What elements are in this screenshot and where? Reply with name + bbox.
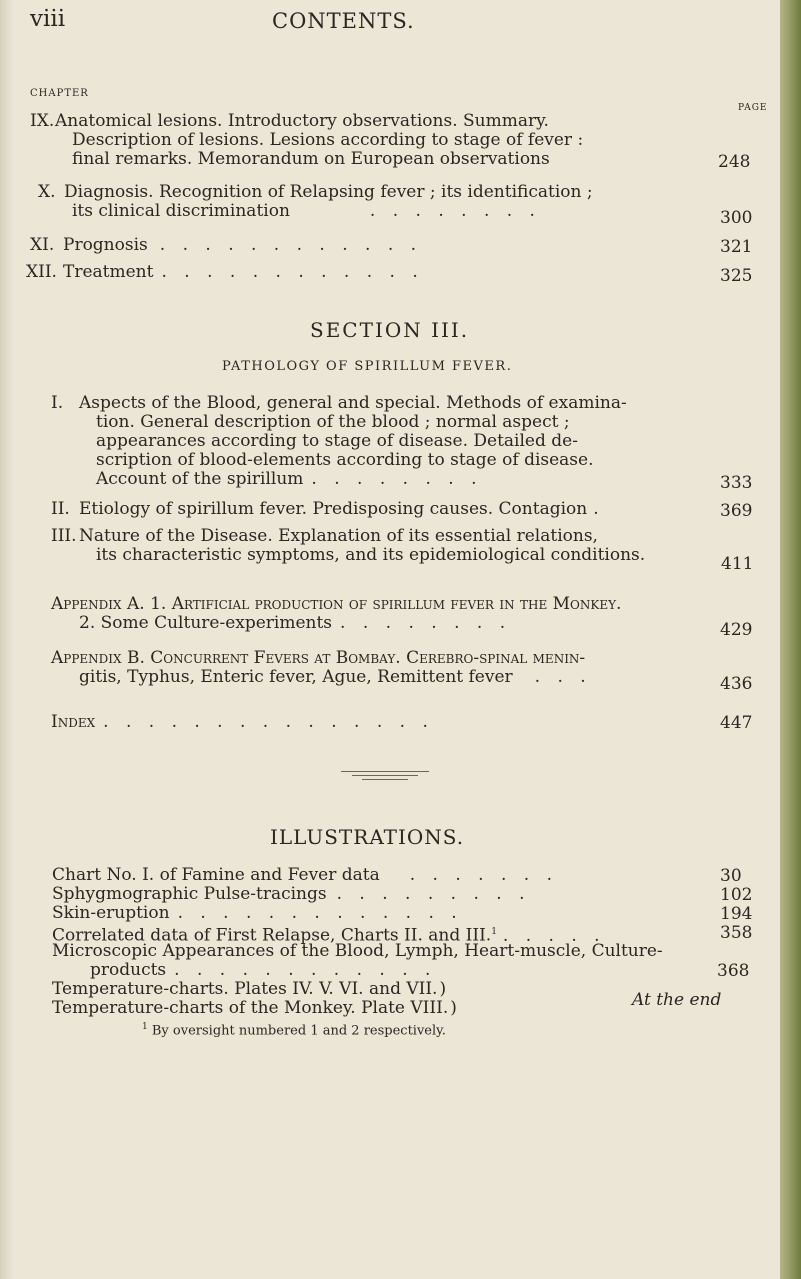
section-subheading: PATHOLOGY OF SPIRILLUM FEVER. [222,359,513,374]
illustration-item: Chart No. I. of Famine and Fever data . . . . . . . [52,865,558,885]
chapter-number: IX. [30,111,55,131]
chapter-number: X. [38,182,56,202]
entry-line: Diagnosis. Recognition of Relapsing fever ; its identification ; [64,182,593,202]
entry-line: Etiology of spirillum fever. Predisposing causes. Contagion [79,499,588,519]
illustration-item: Skin-eruption . . . . . . . . . . . . . [52,903,463,923]
page-column-label: PAGE [738,103,768,113]
page-ref: At the end [632,990,722,1010]
page-ref: 411 [721,554,754,574]
page-ref: 358 [720,923,753,943]
entry-line: Appendix B. Concurrent Fevers at Bombay. Cerebro-spinal menin- [51,648,586,668]
page-ref: 102 [720,885,753,905]
page-ref: 333 [720,473,753,493]
page-ref: 248 [718,152,751,172]
illustration-item-cont: Temperature-charts of the Monkey. Plate VIII. ) [52,998,457,1018]
page-ref: 194 [720,904,753,924]
page-number: viii [30,6,66,32]
running-title: CONTENTS. [272,9,415,33]
entry-line: final remarks. Memorandum on European observations [72,149,550,169]
page-ref: 30 [720,866,742,886]
chapter-number: II. [51,499,70,519]
entry-line: 2. Some Culture-experiments [79,613,333,633]
entry-line: gitis, Typhus, Enteric fever, Ague, Remittent fever [79,667,513,687]
illustration-item: Sphygmographic Pulse-tracings . . . . . . . . . [52,884,531,904]
entry-line: appearances according to stage of disease. Detailed de- [96,431,578,451]
entry-line: Nature of the Disease. Explanation of its essential relations, [79,526,598,546]
divider [352,775,418,776]
illustration-item: Correlated data of First Relapse, Charts II. and III.$^1$ . . . . . [52,925,606,946]
entry-line: scription of blood-elements according to stage of disease. [96,450,594,470]
book-page: viii CONTENTS. CHAPTER PAGE IX. Anatomical lesions. Introductory observations. Summary. Description of lesions. Lesions according to stage of fever : final remarks. Memorandum on European observations 248 X. Diagnosis. Recognition of Relapsing fever ; its identification ; its clinical discrimination . . . . . . . . 300 XI. Prognosis . . . . . . . . . . . . 321 XII. Treatment . . . . . . . . . . . . 325 SECTION III. PATHOLOGY OF SPIRILLUM FEVER. I. Aspects of the Blood, general and special. Methods of examina- tion. General description of the blood ; normal aspect ; appearances according to stage of disease. Detailed de- scription of blood-elements according to stage of disease. Account of the spirillum . . . . . . . . 333 II. Etiology of spirillum fever. Predisposing causes. Contagion . 369 III. Nature of the Disease. Explanation of its essential relations, its characteristic symptoms, and its epidemiological conditions. 411 Appendix A. 1. Artificial production of spirillum fever in the Monkey. 2. Some Culture-experiments . . . . . . . . 429 Appendix B. Concurrent Fevers at Bombay. Cerebro-spinal menin- gitis, Typhus, Enteric fever, Ague, Remittent fever . . . 436 Index . . . . . . . . . . . . . . . 447 ILLUSTRATIONS. Chart No. I. of Famine and Fever data . . . . . . . 30 Sphygmographic Pulse-tracings . . . . . . . . . 102 Skin-eruption . . . . . . . . . . . . . 194 Correlated data of First Relapse, Charts II. and III.$^1$ . . . . . 358 Microscopic Appearances of the Blood, Lymph, Heart-muscle, Culture- products . . . . . . . . . . . . 368 Temperature-charts. Plates IV. V. VI. and VII. ) Temperature-charts of the Monkey. Plate VIII. ) At the end $^1$ By oversight numbered 1 and 2 respectively. [0,0,780,1279]
page-ref: 325 [720,266,753,286]
entry-line: Description of lesions. Lesions according to stage of fever : [72,130,584,150]
page-ref: 436 [720,674,753,694]
illustrations-heading: ILLUSTRATIONS. [270,825,465,849]
illustration-item: Temperature-charts. Plates IV. V. VI. and VII. ) [52,979,447,999]
entry-line: Prognosis [63,235,148,255]
page-ref: 368 [717,961,750,981]
chapter-number: I. [51,393,64,413]
divider [362,779,408,780]
entry-line: Appendix A. 1. Artificial production of spirillum fever in the Monkey. [51,594,622,614]
index-label: Index [51,712,96,732]
footnote-marker: 1 [491,927,497,937]
section-heading: SECTION III. [310,318,470,342]
entry-line: Account of the spirillum [96,469,304,489]
page-ref: 300 [720,208,753,228]
divider [341,771,429,772]
gutter-shadow [0,0,14,1279]
entry-line: Treatment [63,262,154,282]
page-ref: 321 [720,237,753,257]
chapter-number: XII. [26,262,57,282]
entry-line: its characteristic symptoms, and its epidemiological conditions. [96,545,646,565]
entry-line: Anatomical lesions. Introductory observations. Summary. [55,111,549,131]
illustration-item: Microscopic Appearances of the Blood, Lymph, Heart-muscle, Culture- [52,941,663,961]
entry-line: Aspects of the Blood, general and special. Methods of examina- [79,393,627,413]
page-ref: 429 [720,620,753,640]
entry-line: its clinical discrimination [72,201,290,221]
chapter-number: III. [51,526,77,546]
chapter-number: XI. [30,235,55,255]
page-ref: 369 [720,501,753,521]
footnote: $^1$ By oversight numbered 1 and 2 respectively. [142,1022,446,1039]
entry-line: tion. General description of the blood ; normal aspect ; [96,412,570,432]
page-edge [780,0,801,1279]
chapter-column-label: CHAPTER [30,88,89,99]
illustration-item-cont: products . . . . . . . . . . . . [90,960,437,980]
page-ref: 447 [720,713,753,733]
